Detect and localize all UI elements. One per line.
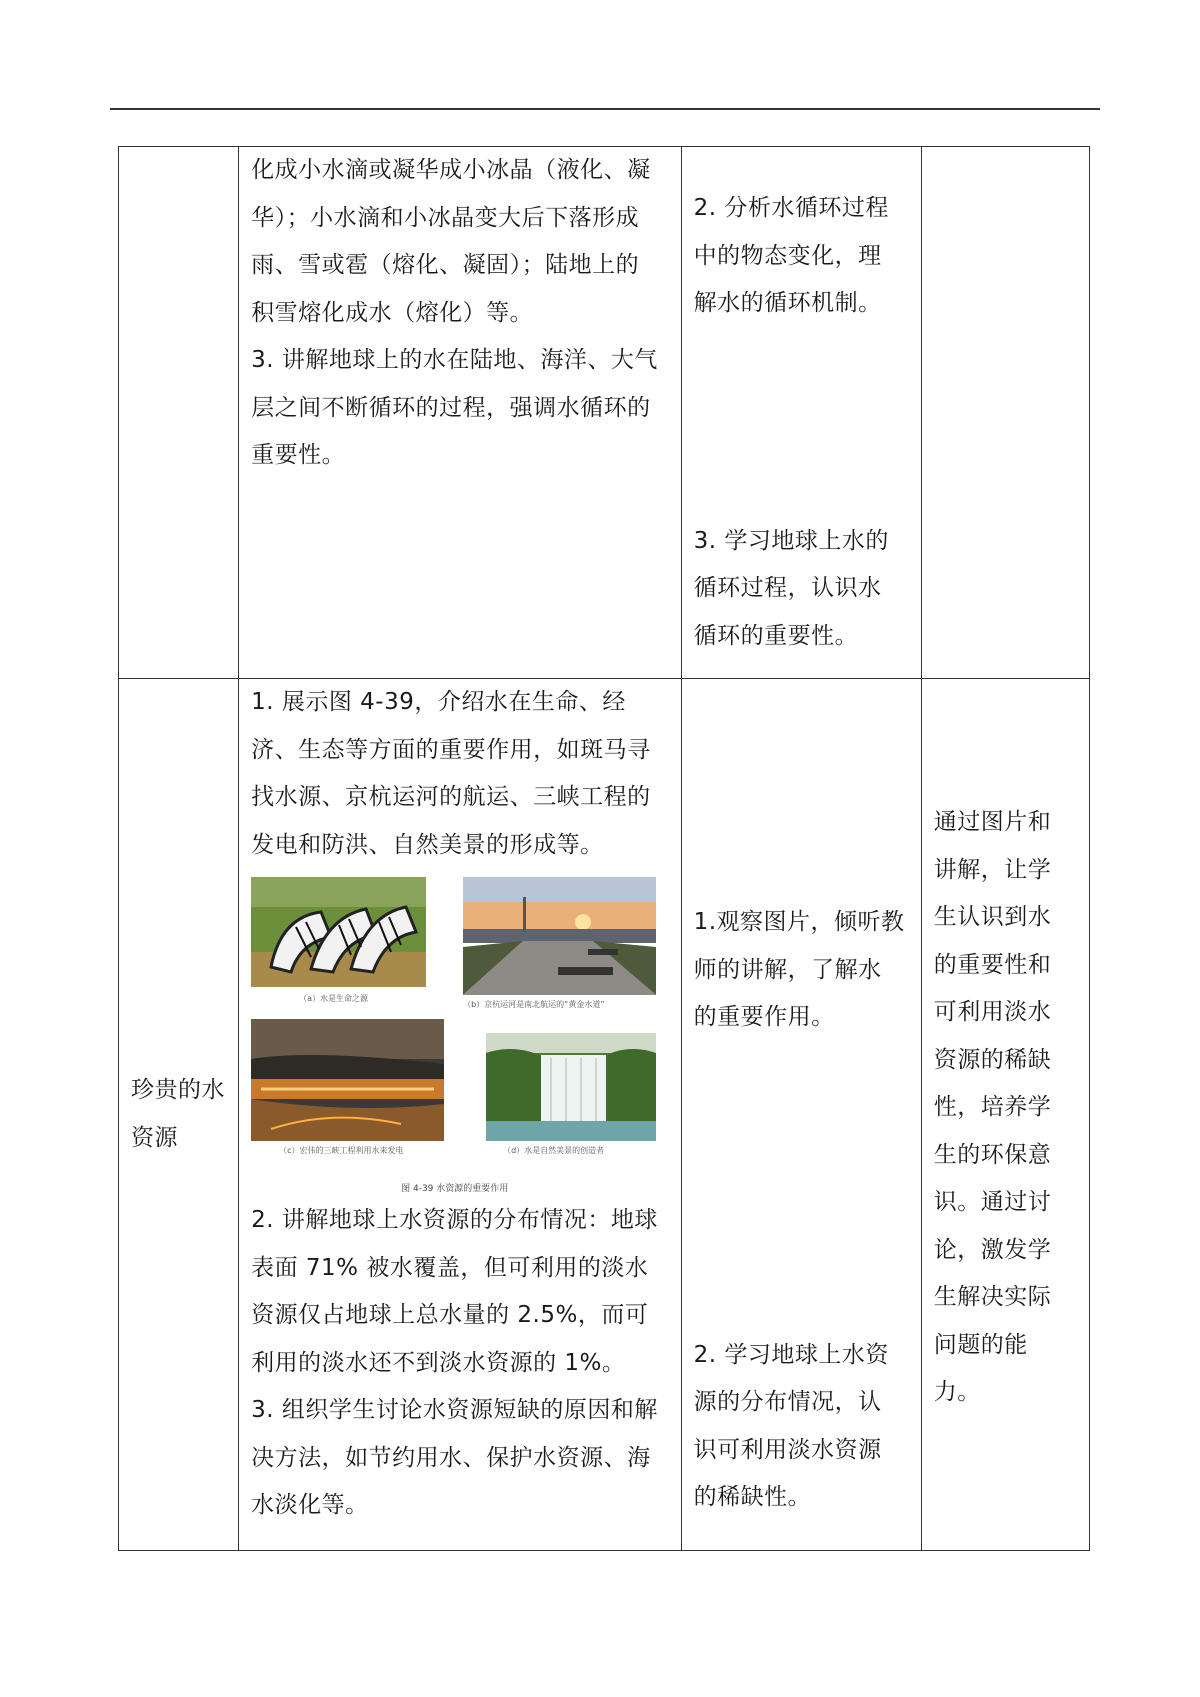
text-line: 识。通过讨 bbox=[933, 1189, 1052, 1215]
figure-4-39 bbox=[251, 873, 669, 1193]
text-line: 雨、雪或雹（熔化、凝固）；陆地上的 bbox=[251, 252, 640, 278]
student-activity-text-b bbox=[682, 1042, 921, 1522]
text-line: 可利用淡水 bbox=[933, 999, 1052, 1025]
stage-label bbox=[119, 1067, 238, 1162]
student-activity-cell bbox=[681, 147, 921, 679]
text-line: 1.观察图片，倾听教 bbox=[693, 909, 905, 935]
text-line: 的稀缺性。 bbox=[693, 1484, 812, 1510]
text-line: 资源仅占地球上总水量的 2.5%，而可 bbox=[251, 1302, 649, 1328]
table-row-water-resources bbox=[119, 679, 1090, 1551]
text-line: 3. 讲解地球上的水在陆地、海洋、大气 bbox=[251, 347, 658, 373]
text-line: 识可利用淡水资源 bbox=[693, 1436, 882, 1463]
text-line: 2. 学习地球上水资 bbox=[693, 1341, 889, 1368]
text-line: 水淡化等。 bbox=[251, 1492, 369, 1518]
text-line: 层之间不断循环的过程，强调水循环的 bbox=[251, 394, 651, 421]
text-line: 资源的稀缺 bbox=[933, 1046, 1052, 1073]
text-line: 生认识到水 bbox=[933, 904, 1052, 930]
student-activity-text-a bbox=[682, 147, 921, 328]
text-line: 生的环保意 bbox=[933, 1141, 1052, 1168]
text-line: 表面 71% 被水覆盖，但可利用的淡水 bbox=[251, 1254, 649, 1281]
student-activity-text-b bbox=[682, 328, 921, 661]
text-line: 2. 分析水循环过程 bbox=[693, 195, 889, 221]
text-line: 利用的淡水还不到淡水资源的 1%。 bbox=[251, 1349, 626, 1376]
text-line: 华）；小水滴和小冰晶变大后下落形成 bbox=[251, 204, 640, 231]
text-line: 积雪熔化成水（熔化）等。 bbox=[251, 299, 534, 326]
teacher-activity-cell bbox=[239, 147, 681, 679]
teacher-activity-cell bbox=[239, 679, 681, 1551]
photo-zebras bbox=[251, 877, 426, 987]
stage-cell bbox=[119, 679, 239, 1551]
caption-a: （a）水是生命之源 bbox=[299, 994, 369, 1003]
caption-d: （d）水是自然美景的创造者 bbox=[503, 1146, 605, 1155]
design-intent-cell-empty bbox=[921, 147, 1089, 679]
text-line: 重要性。 bbox=[251, 442, 346, 468]
caption-b: （b）京杭运河是南北航运的“黄金水道” bbox=[463, 1000, 605, 1009]
text-line: 珍贵的水 bbox=[131, 1077, 225, 1103]
text-line: 济、生态等方面的重要作用，如斑马寻 bbox=[251, 736, 651, 763]
text-line: 问题的能 bbox=[933, 1331, 1028, 1358]
text-line: 循环过程，认识水 bbox=[693, 575, 882, 601]
text-line: 发电和防洪、自然美景的形成等。 bbox=[251, 831, 604, 858]
teacher-activity-more bbox=[239, 1197, 680, 1530]
photo-waterfall bbox=[486, 1033, 656, 1141]
text-line: 讲解，让学 bbox=[933, 856, 1052, 883]
text-line: 源的分布情况，认 bbox=[693, 1389, 882, 1415]
design-intent-cell bbox=[921, 679, 1089, 1551]
text-line: 解水的循环机制。 bbox=[693, 290, 882, 316]
text-line: 力。 bbox=[933, 1379, 981, 1405]
text-line: 循环的重要性。 bbox=[693, 622, 859, 649]
text-line: 找水源、京杭运河的航运、三峡工程的 bbox=[251, 784, 651, 810]
student-activity-cell bbox=[681, 679, 921, 1551]
teacher-activity-intro bbox=[239, 679, 680, 869]
header-rule bbox=[110, 108, 1100, 110]
text-line: 中的物态变化，理 bbox=[693, 242, 882, 269]
photo-three-gorges bbox=[251, 1019, 444, 1141]
lesson-plan-table bbox=[118, 146, 1090, 1551]
teacher-activity-text bbox=[239, 147, 680, 480]
text-line: 性，培养学 bbox=[933, 1094, 1052, 1120]
text-line: 师的讲解，了解水 bbox=[693, 956, 882, 983]
text-line: 资源 bbox=[131, 1124, 178, 1151]
text-line: 的重要作用。 bbox=[693, 1004, 835, 1030]
text-line: 生解决实际 bbox=[933, 1284, 1052, 1310]
text-line: 的重要性和 bbox=[933, 951, 1052, 978]
text-line: 2. 讲解地球上水资源的分布情况：地球 bbox=[251, 1207, 658, 1233]
text-line: 3. 学习地球上水的 bbox=[693, 527, 889, 554]
photo-grand-canal bbox=[463, 877, 656, 995]
student-activity-text-a bbox=[682, 679, 921, 1042]
text-line: 3. 组织学生讨论水资源短缺的原因和解 bbox=[251, 1397, 658, 1423]
table-row-water-cycle bbox=[119, 147, 1090, 679]
text-line: 论，激发学 bbox=[933, 1236, 1052, 1263]
text-line: 1. 展示图 4-39，介绍水在生命、经 bbox=[251, 689, 626, 715]
text-line: 通过图片和 bbox=[933, 809, 1052, 835]
figure-title: 图 4-39 水资源的重要作用 bbox=[401, 1184, 509, 1194]
design-intent-text bbox=[922, 679, 1089, 1417]
stage-cell-empty bbox=[119, 147, 239, 679]
caption-c: （c）宏伟的三峡工程利用水来发电 bbox=[279, 1146, 404, 1155]
text-line: 决方法，如节约用水、保护水资源、海 bbox=[251, 1444, 651, 1471]
text-line: 化成小水滴或凝华成小冰晶（液化、凝 bbox=[251, 157, 651, 183]
